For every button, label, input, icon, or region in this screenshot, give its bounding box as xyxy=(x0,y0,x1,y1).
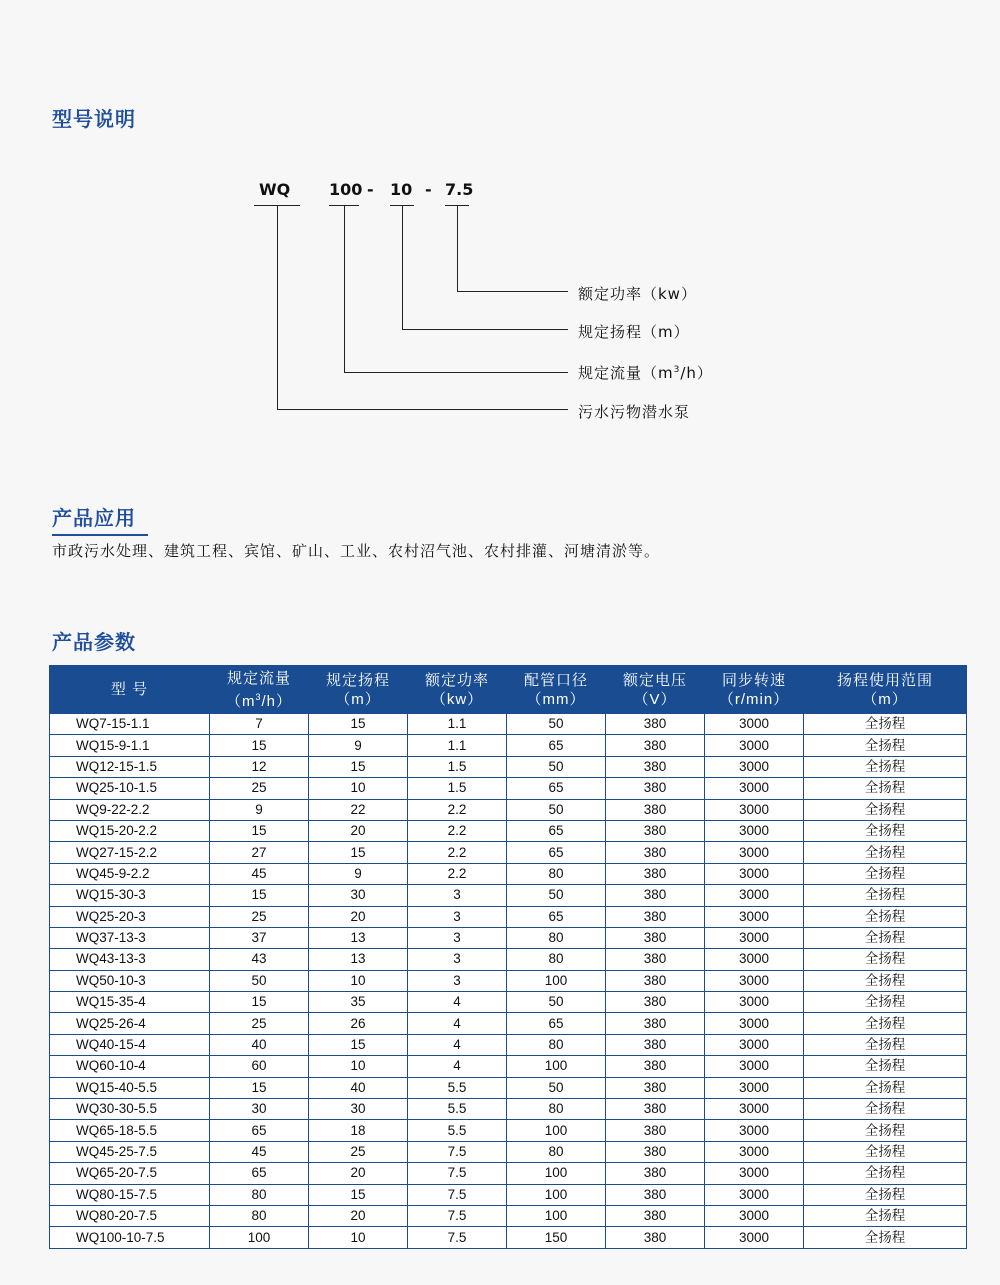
cell-head: 13 xyxy=(309,927,408,948)
cell-voltage: 380 xyxy=(606,885,705,906)
leader-power-horizontal xyxy=(457,291,568,292)
cell-speed: 3000 xyxy=(705,735,804,756)
cell-head: 25 xyxy=(309,1141,408,1162)
application-section-title: 产品应用 xyxy=(52,502,148,536)
cell-head: 20 xyxy=(309,820,408,841)
cell-range: 全扬程 xyxy=(804,842,967,863)
cell-speed: 3000 xyxy=(705,927,804,948)
cell-model: WQ60-10-4 xyxy=(50,1056,210,1077)
cell-range: 全扬程 xyxy=(804,1034,967,1055)
cell-head: 40 xyxy=(309,1077,408,1098)
cell-voltage: 380 xyxy=(606,842,705,863)
cell-model: WQ80-15-7.5 xyxy=(50,1184,210,1205)
cell-voltage: 380 xyxy=(606,1099,705,1120)
cell-speed: 3000 xyxy=(705,1120,804,1141)
cell-range: 全扬程 xyxy=(804,970,967,991)
cell-speed: 3000 xyxy=(705,1141,804,1162)
table-row xyxy=(50,756,967,777)
cell-voltage: 380 xyxy=(606,863,705,884)
header-head: 规定扬程 （m） xyxy=(309,666,408,714)
cell-flow: 27 xyxy=(210,842,309,863)
cell-range: 全扬程 xyxy=(804,885,967,906)
cell-model: WQ15-35-4 xyxy=(50,992,210,1013)
cell-range: 全扬程 xyxy=(804,1120,967,1141)
cell-pipe: 65 xyxy=(507,1013,606,1034)
cell-pipe: 100 xyxy=(507,970,606,991)
cell-model: WQ9-22-2.2 xyxy=(50,799,210,820)
cell-voltage: 380 xyxy=(606,1077,705,1098)
cell-voltage: 380 xyxy=(606,820,705,841)
table-row xyxy=(50,970,967,991)
table-row xyxy=(50,1099,967,1120)
table-row xyxy=(50,1077,967,1098)
cell-flow: 100 xyxy=(210,1227,309,1248)
legend-pump: 污水污物潜水泵 xyxy=(578,403,691,421)
cell-model: WQ7-15-1.1 xyxy=(50,714,210,735)
cell-power: 1.5 xyxy=(408,756,507,777)
cell-head: 9 xyxy=(309,863,408,884)
cell-head: 20 xyxy=(309,1205,408,1226)
cell-voltage: 380 xyxy=(606,970,705,991)
cell-speed: 3000 xyxy=(705,820,804,841)
cell-flow: 15 xyxy=(210,735,309,756)
cell-head: 18 xyxy=(309,1120,408,1141)
leader-prefix-vertical xyxy=(277,205,278,409)
cell-model: WQ30-30-5.5 xyxy=(50,1099,210,1120)
cell-power: 5.5 xyxy=(408,1077,507,1098)
leader-flow-horizontal xyxy=(344,372,568,373)
cell-speed: 3000 xyxy=(705,1205,804,1226)
cell-speed: 3000 xyxy=(705,885,804,906)
cell-model: WQ45-9-2.2 xyxy=(50,863,210,884)
leader-flow-vertical xyxy=(344,205,345,372)
cell-voltage: 380 xyxy=(606,735,705,756)
cell-range: 全扬程 xyxy=(804,714,967,735)
cell-flow: 65 xyxy=(210,1120,309,1141)
table-row xyxy=(50,927,967,948)
cell-flow: 9 xyxy=(210,799,309,820)
cell-range: 全扬程 xyxy=(804,1077,967,1098)
cell-speed: 3000 xyxy=(705,1184,804,1205)
cell-head: 9 xyxy=(309,735,408,756)
cell-power: 2.2 xyxy=(408,820,507,841)
params-table xyxy=(49,665,967,1249)
cell-flow: 65 xyxy=(210,1163,309,1184)
cell-head: 30 xyxy=(309,885,408,906)
cell-pipe: 65 xyxy=(507,906,606,927)
table-row xyxy=(50,992,967,1013)
cell-model: WQ25-10-1.5 xyxy=(50,778,210,799)
cell-range: 全扬程 xyxy=(804,1227,967,1248)
cell-head: 35 xyxy=(309,992,408,1013)
cell-power: 3 xyxy=(408,949,507,970)
cell-power: 7.5 xyxy=(408,1141,507,1162)
cell-range: 全扬程 xyxy=(804,906,967,927)
cell-pipe: 65 xyxy=(507,735,606,756)
cell-flow: 7 xyxy=(210,714,309,735)
cell-model: WQ25-26-4 xyxy=(50,1013,210,1034)
cell-model: WQ15-40-5.5 xyxy=(50,1077,210,1098)
cell-flow: 80 xyxy=(210,1184,309,1205)
cell-head: 20 xyxy=(309,906,408,927)
cell-head: 10 xyxy=(309,970,408,991)
code-power: 7.5 xyxy=(445,180,474,199)
cell-speed: 3000 xyxy=(705,1163,804,1184)
cell-voltage: 380 xyxy=(606,1141,705,1162)
cell-model: WQ15-30-3 xyxy=(50,885,210,906)
cell-range: 全扬程 xyxy=(804,1163,967,1184)
cell-power: 7.5 xyxy=(408,1227,507,1248)
cell-model: WQ27-15-2.2 xyxy=(50,842,210,863)
cell-power: 2.2 xyxy=(408,799,507,820)
cell-voltage: 380 xyxy=(606,949,705,970)
cell-range: 全扬程 xyxy=(804,756,967,777)
cell-flow: 80 xyxy=(210,1205,309,1226)
cell-power: 5.5 xyxy=(408,1120,507,1141)
legend-flow: 规定流量$(m^3/h)$ xyxy=(578,364,713,382)
header-range: 扬程使用范围 （m） xyxy=(804,666,967,714)
cell-voltage: 380 xyxy=(606,1227,705,1248)
cell-range: 全扬程 xyxy=(804,949,967,970)
header-model: 型 号 xyxy=(50,666,210,714)
cell-model: WQ80-20-7.5 xyxy=(50,1205,210,1226)
cell-flow: 25 xyxy=(210,778,309,799)
cell-pipe: 80 xyxy=(507,1141,606,1162)
table-row xyxy=(50,1227,967,1248)
cell-power: 2.2 xyxy=(408,863,507,884)
cell-range: 全扬程 xyxy=(804,992,967,1013)
cell-model: WQ50-10-3 xyxy=(50,970,210,991)
cell-power: 3 xyxy=(408,906,507,927)
cell-voltage: 380 xyxy=(606,799,705,820)
cell-range: 全扬程 xyxy=(804,1141,967,1162)
cell-power: 3 xyxy=(408,885,507,906)
cell-range: 全扬程 xyxy=(804,1184,967,1205)
table-row xyxy=(50,1034,967,1055)
cell-flow: 12 xyxy=(210,756,309,777)
cell-flow: 25 xyxy=(210,906,309,927)
table-row xyxy=(50,885,967,906)
model-section-title: 型号说明 xyxy=(52,107,136,131)
cell-voltage: 380 xyxy=(606,1034,705,1055)
cell-pipe: 80 xyxy=(507,949,606,970)
cell-flow: 45 xyxy=(210,863,309,884)
cell-model: WQ65-18-5.5 xyxy=(50,1120,210,1141)
leader-prefix-horizontal xyxy=(277,409,568,410)
cell-pipe: 50 xyxy=(507,756,606,777)
cell-model: WQ43-13-3 xyxy=(50,949,210,970)
cell-speed: 3000 xyxy=(705,970,804,991)
cell-voltage: 380 xyxy=(606,1120,705,1141)
cell-power: 2.2 xyxy=(408,842,507,863)
cell-model: WQ45-25-7.5 xyxy=(50,1141,210,1162)
cell-model: WQ37-13-3 xyxy=(50,927,210,948)
params-section-title: 产品参数 xyxy=(52,630,136,654)
cell-range: 全扬程 xyxy=(804,1099,967,1120)
cell-pipe: 65 xyxy=(507,778,606,799)
table-row xyxy=(50,906,967,927)
cell-head: 30 xyxy=(309,1099,408,1120)
cell-power: 4 xyxy=(408,1013,507,1034)
cell-head: 10 xyxy=(309,1227,408,1248)
cell-voltage: 380 xyxy=(606,714,705,735)
cell-head: 20 xyxy=(309,1163,408,1184)
cell-voltage: 380 xyxy=(606,1184,705,1205)
table-row xyxy=(50,799,967,820)
legend-power: 额定功率（kw） xyxy=(578,285,697,303)
cell-range: 全扬程 xyxy=(804,778,967,799)
cell-flow: 60 xyxy=(210,1056,309,1077)
cell-model: WQ15-20-2.2 xyxy=(50,820,210,841)
table-row xyxy=(50,1056,967,1077)
table-row xyxy=(50,714,967,735)
cell-pipe: 50 xyxy=(507,1077,606,1098)
cell-pipe: 150 xyxy=(507,1227,606,1248)
leader-power-vertical xyxy=(457,205,458,291)
cell-model: WQ40-15-4 xyxy=(50,1034,210,1055)
code-prefix: WQ xyxy=(259,180,291,199)
leader-head-vertical xyxy=(402,205,403,329)
cell-power: 3 xyxy=(408,970,507,991)
cell-speed: 3000 xyxy=(705,778,804,799)
cell-model: WQ65-20-7.5 xyxy=(50,1163,210,1184)
cell-speed: 3000 xyxy=(705,1077,804,1098)
cell-range: 全扬程 xyxy=(804,1013,967,1034)
cell-flow: 40 xyxy=(210,1034,309,1055)
table-header-row xyxy=(50,666,967,714)
cell-speed: 3000 xyxy=(705,906,804,927)
cell-pipe: 100 xyxy=(507,1184,606,1205)
header-power: 额定功率 （kw） xyxy=(408,666,507,714)
cell-speed: 3000 xyxy=(705,1013,804,1034)
legend-head: 规定扬程（m） xyxy=(578,323,690,341)
cell-head: 13 xyxy=(309,949,408,970)
cell-head: 10 xyxy=(309,1056,408,1077)
cell-head: 15 xyxy=(309,1034,408,1055)
cell-pipe: 50 xyxy=(507,799,606,820)
cell-pipe: 100 xyxy=(507,1056,606,1077)
code-dash-1: - xyxy=(367,180,374,199)
cell-flow: 15 xyxy=(210,992,309,1013)
cell-pipe: 65 xyxy=(507,820,606,841)
cell-range: 全扬程 xyxy=(804,863,967,884)
cell-voltage: 380 xyxy=(606,778,705,799)
application-text: 市政污水处理、建筑工程、宾馆、矿山、工业、农村沼气池、农村排灌、河塘清淤等。 xyxy=(52,542,661,560)
cell-range: 全扬程 xyxy=(804,1205,967,1226)
code-dash-2: - xyxy=(425,180,432,199)
table-row xyxy=(50,1120,967,1141)
cell-pipe: 65 xyxy=(507,842,606,863)
table-row xyxy=(50,1141,967,1162)
cell-speed: 3000 xyxy=(705,799,804,820)
cell-flow: 15 xyxy=(210,1077,309,1098)
cell-power: 5.5 xyxy=(408,1099,507,1120)
table-row xyxy=(50,820,967,841)
cell-power: 7.5 xyxy=(408,1163,507,1184)
cell-pipe: 80 xyxy=(507,1099,606,1120)
cell-range: 全扬程 xyxy=(804,799,967,820)
header-speed: 同步转速 （r/min） xyxy=(705,666,804,714)
cell-flow: 45 xyxy=(210,1141,309,1162)
cell-power: 7.5 xyxy=(408,1205,507,1226)
header-voltage: 额定电压 （V） xyxy=(606,666,705,714)
cell-speed: 3000 xyxy=(705,949,804,970)
header-pipe: 配管口径 （mm） xyxy=(507,666,606,714)
cell-model: WQ100-10-7.5 xyxy=(50,1227,210,1248)
cell-pipe: 80 xyxy=(507,863,606,884)
cell-speed: 3000 xyxy=(705,714,804,735)
cell-head: 15 xyxy=(309,756,408,777)
cell-range: 全扬程 xyxy=(804,927,967,948)
cell-pipe: 100 xyxy=(507,1120,606,1141)
cell-voltage: 380 xyxy=(606,1013,705,1034)
cell-flow: 50 xyxy=(210,970,309,991)
table-row xyxy=(50,842,967,863)
cell-flow: 25 xyxy=(210,1013,309,1034)
cell-head: 15 xyxy=(309,714,408,735)
code-head: 10 xyxy=(390,180,413,199)
cell-pipe: 80 xyxy=(507,1034,606,1055)
cell-flow: 30 xyxy=(210,1099,309,1120)
cell-power: 3 xyxy=(408,927,507,948)
cell-speed: 3000 xyxy=(705,1099,804,1120)
cell-speed: 3000 xyxy=(705,1056,804,1077)
cell-voltage: 380 xyxy=(606,992,705,1013)
cell-speed: 3000 xyxy=(705,756,804,777)
cell-speed: 3000 xyxy=(705,1227,804,1248)
cell-pipe: 100 xyxy=(507,1205,606,1226)
cell-flow: 37 xyxy=(210,927,309,948)
cell-flow: 15 xyxy=(210,885,309,906)
cell-flow: 43 xyxy=(210,949,309,970)
cell-power: 1.1 xyxy=(408,735,507,756)
cell-speed: 3000 xyxy=(705,992,804,1013)
header-flow: 规定流量 $(m^3/h)$ xyxy=(210,666,309,714)
cell-speed: 3000 xyxy=(705,1034,804,1055)
cell-power: 1.5 xyxy=(408,778,507,799)
cell-pipe: 100 xyxy=(507,1163,606,1184)
cell-model: WQ15-9-1.1 xyxy=(50,735,210,756)
cell-range: 全扬程 xyxy=(804,1056,967,1077)
cell-model: WQ12-15-1.5 xyxy=(50,756,210,777)
cell-voltage: 380 xyxy=(606,1163,705,1184)
cell-speed: 3000 xyxy=(705,842,804,863)
cell-speed: 3000 xyxy=(705,863,804,884)
table-row xyxy=(50,778,967,799)
table-row xyxy=(50,863,967,884)
cell-head: 15 xyxy=(309,842,408,863)
table-row xyxy=(50,735,967,756)
cell-model: WQ25-20-3 xyxy=(50,906,210,927)
cell-pipe: 80 xyxy=(507,927,606,948)
cell-pipe: 50 xyxy=(507,885,606,906)
cell-power: 1.1 xyxy=(408,714,507,735)
cell-voltage: 380 xyxy=(606,1205,705,1226)
leader-head-horizontal xyxy=(402,329,568,330)
cell-voltage: 380 xyxy=(606,906,705,927)
cell-power: 4 xyxy=(408,1034,507,1055)
cell-head: 10 xyxy=(309,778,408,799)
table-row xyxy=(50,1205,967,1226)
cell-voltage: 380 xyxy=(606,927,705,948)
code-flow: 100 xyxy=(329,180,363,199)
cell-voltage: 380 xyxy=(606,756,705,777)
cell-pipe: 50 xyxy=(507,992,606,1013)
cell-head: 22 xyxy=(309,799,408,820)
cell-range: 全扬程 xyxy=(804,735,967,756)
table-row xyxy=(50,1013,967,1034)
cell-voltage: 380 xyxy=(606,1056,705,1077)
table-row xyxy=(50,949,967,970)
cell-range: 全扬程 xyxy=(804,820,967,841)
cell-power: 4 xyxy=(408,992,507,1013)
cell-flow: 15 xyxy=(210,820,309,841)
cell-head: 15 xyxy=(309,1184,408,1205)
cell-pipe: 50 xyxy=(507,714,606,735)
cell-power: 7.5 xyxy=(408,1184,507,1205)
cell-head: 26 xyxy=(309,1013,408,1034)
table-row xyxy=(50,1184,967,1205)
cell-power: 4 xyxy=(408,1056,507,1077)
table-row xyxy=(50,1163,967,1184)
